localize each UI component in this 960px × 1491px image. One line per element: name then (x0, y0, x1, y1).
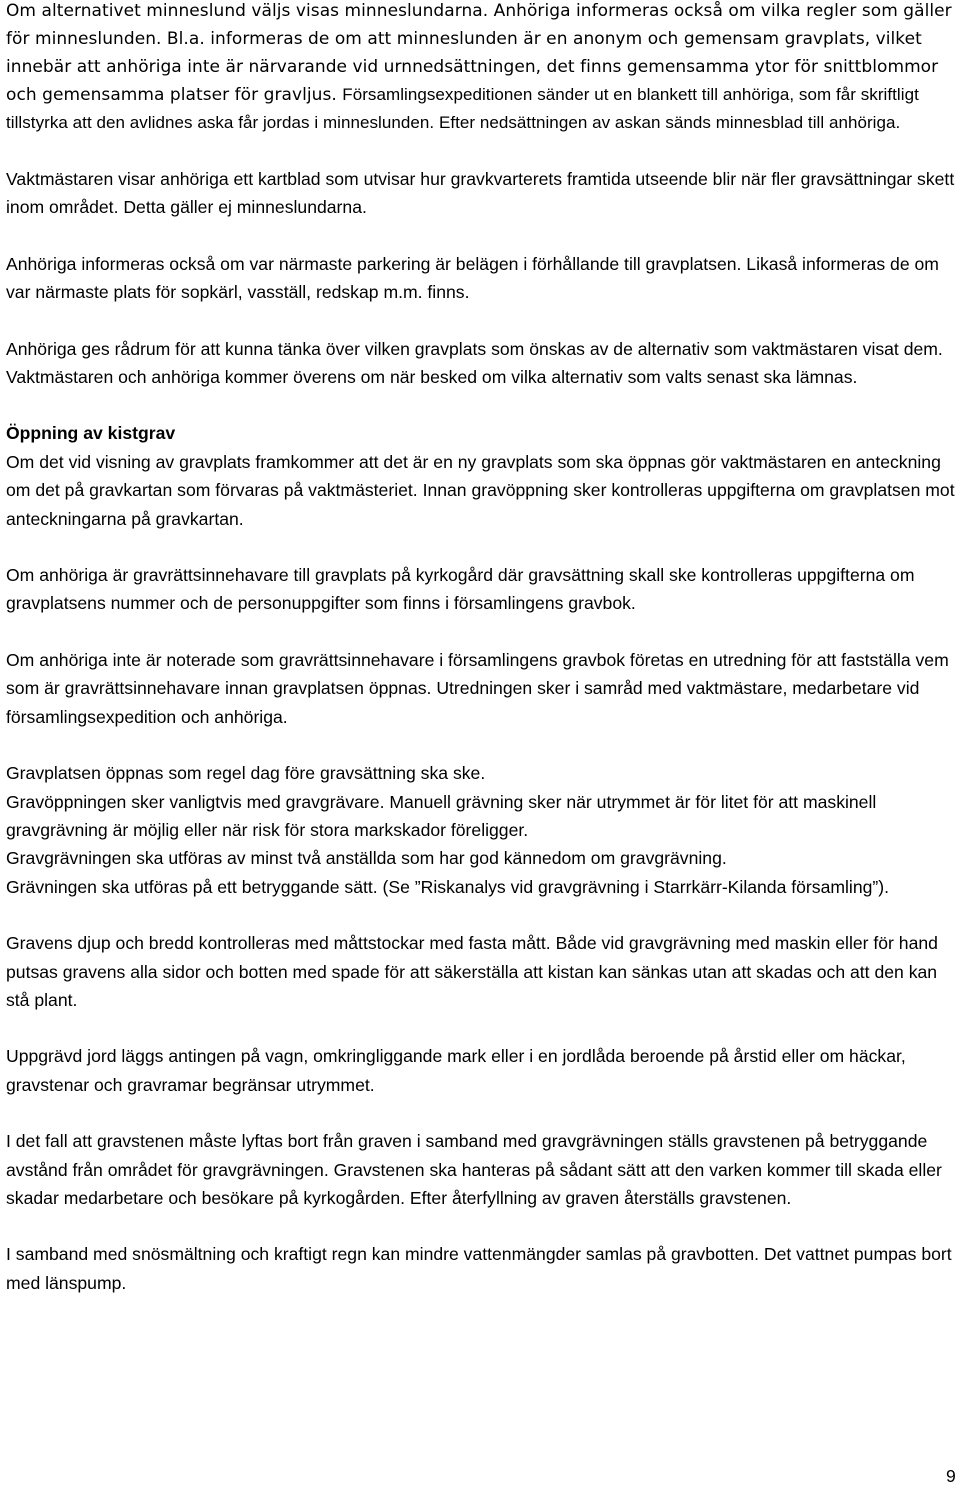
paragraph-gravkarta: Om det vid visning av gravplats framkommer att det är en ny gravplats som ska öppnas gör vaktmästaren en anteckning om det på gravkartan som förvaras på vaktmästeriet. Innan gravöppning sker kontrolleras uppgifterna om gravplatsen mot anteckningarna på gravkartan. (6, 451, 955, 529)
paragraph-minneslund-part2: Församlingsexpeditionen sänder ut en blankett till anhöriga, som får skriftligt tillstyrka att den avlidnes aska får jordas i minneslunden. Efter nedsättningen av askan sänds minnesblad till anhöriga. (6, 85, 919, 132)
document-page (6, 0, 956, 1325)
section-heading: Öppning av kistgrav (6, 423, 176, 444)
paragraph-kartblad: Vaktmästaren visar anhöriga ett kartblad som utvisar hur gravkvarterets framtida utseende blir när fler gravsättningar skett inom området. Detta gäller ej minneslundarna. (6, 169, 955, 218)
paragraph-radrum: Anhöriga ges rådrum för att kunna tänka över vilken gravplats som önskas av de alternativ som vaktmästaren visat dem. Vaktmästaren och anhöriga kommer överens om när besked om vilka alternativ som valts senast ska lämnas. (6, 338, 943, 388)
procedure-line-1: Gravplatsen öppnas som regel dag före gravsättning ska ske. (6, 763, 486, 784)
paragraph-minneslund-part1: Om alternativet minneslund väljs visas minneslundarna. Anhöriga informeras också om vilka regler som gäller för minneslunden. Bl.a. informeras de om att minneslunden är en anonym och gemensam gravplats, vilket innebär att anhöriga inte är närvarande vid urnnedsättningen, det finns gemensamma ytor för snittblommor och gemensamma platser för gravljus. (6, 1, 952, 105)
procedure-line-3: Gravgrävningen ska utföras av minst två anställda som har god kännedom om gravgrävning. (6, 848, 727, 869)
procedure-line-2: Gravöppningen sker vanligtvis med gravgrävare. Manuell grävning sker när utrymmet är för litet för att maskinell gravgrävning är möjlig eller när risk för stora markskador föreligger. (6, 791, 877, 840)
paragraph-utredning: Om anhöriga inte är noterade som gravrättsinnehavare i församlingens gravbok företas en utredning för att fastställa vem som är gravrättsinnehavare innan gravplatsen öppnas. Utredningen sker i samråd med vaktmästare, medarbetare vid församlingsexpedition och anhöriga. (6, 649, 949, 727)
paragraph-gravrattsinnehavare: Om anhöriga är gravrättsinnehavare till gravplats på kyrkogård där gravsättning skall ske kontrolleras uppgifterna om gravplatsens nummer och de personuppgifter som finns i församlingens gravbok. (6, 565, 915, 614)
paragraph-snosmaltning: I samband med snösmältning och kraftigt regn kan mindre vattenmängder samlas på gravbotten. Det vattnet pumpas bort med länspump. (6, 1244, 952, 1293)
paragraph-parkering: Anhöriga informeras också om var närmaste parkering är belägen i förhållande till gravplatsen. Likaså informeras de om var närmaste plats för sopkärl, vasställ, redskap m.m. finns. (6, 253, 939, 303)
paragraph-uppgravd-jord: Uppgrävd jord läggs antingen på vagn, omkringliggande mark eller i en jordlåda beroende på årstid eller om häckar, gravstenar och gravramar begränsar utrymmet. (6, 1046, 906, 1095)
paragraph-djup-bredd: Gravens djup och bredd kontrolleras med måttstockar med fasta mått. Både vid gravgrävning med maskin eller för hand putsas gravens alla sidor och botten med spade för att säkerställa att kistan kan sänkas utan att skadas och att den kan stå plant. (6, 933, 938, 1010)
procedure-line-4: Grävningen ska utföras på ett betryggande sätt. (Se ”Riskanalys vid gravgrävning i Starrkärr-Kilanda församling”). (6, 876, 890, 897)
paragraph-minneslund (6, 0, 956, 137)
page-number: 9 (946, 1466, 956, 1486)
paragraph-gravsten: I det fall att gravstenen måste lyftas bort från graven i samband med gravgrävningen ställs gravstenen på betryggande avstånd från området för gravgrävningen. Gravstenen ska hanteras på sådant sätt att den varken kommer till skada eller skadar medarbetare och besökare på kyrkogården. Efter återfyllning av graven återställs gravstenen. (6, 1131, 942, 1208)
